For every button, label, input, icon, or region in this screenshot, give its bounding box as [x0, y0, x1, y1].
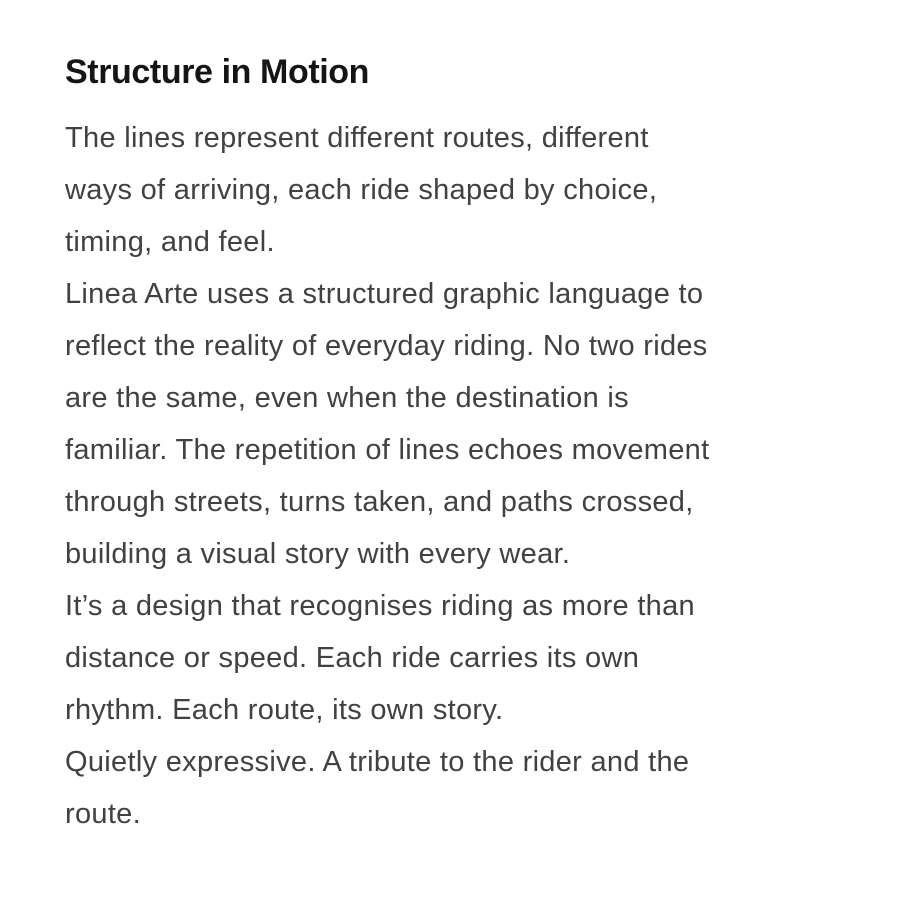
text-line: reflect the reality of everyday riding. No two rides — [65, 330, 708, 362]
text-line: building a visual story with every wear. — [65, 538, 571, 570]
text-line: The lines represent different routes, different — [65, 122, 649, 154]
text-line: rhythm. Each route, its own story. — [65, 694, 504, 726]
paragraph — [65, 736, 840, 840]
text-line: It’s a design that recognises riding as more than — [65, 590, 695, 622]
text-line: familiar. The repetition of lines echoes movement — [65, 434, 710, 466]
article-body — [65, 112, 840, 840]
text-line: timing, and feel. — [65, 226, 275, 258]
text-line: ways of arriving, each ride shaped by choice, — [65, 174, 658, 206]
text-line: Linea Arte uses a structured graphic language to — [65, 278, 704, 310]
text-line: route. — [65, 798, 141, 830]
text-line: Quietly expressive. A tribute to the rider and the — [65, 746, 690, 778]
paragraph — [65, 580, 840, 736]
paragraph — [65, 112, 840, 268]
text-line: distance or speed. Each ride carries its own — [65, 642, 640, 674]
paragraph — [65, 268, 840, 580]
page-title: Structure in Motion — [65, 53, 370, 91]
text-line: are the same, even when the destination is — [65, 382, 629, 414]
text-line: through streets, turns taken, and paths crossed, — [65, 486, 694, 518]
